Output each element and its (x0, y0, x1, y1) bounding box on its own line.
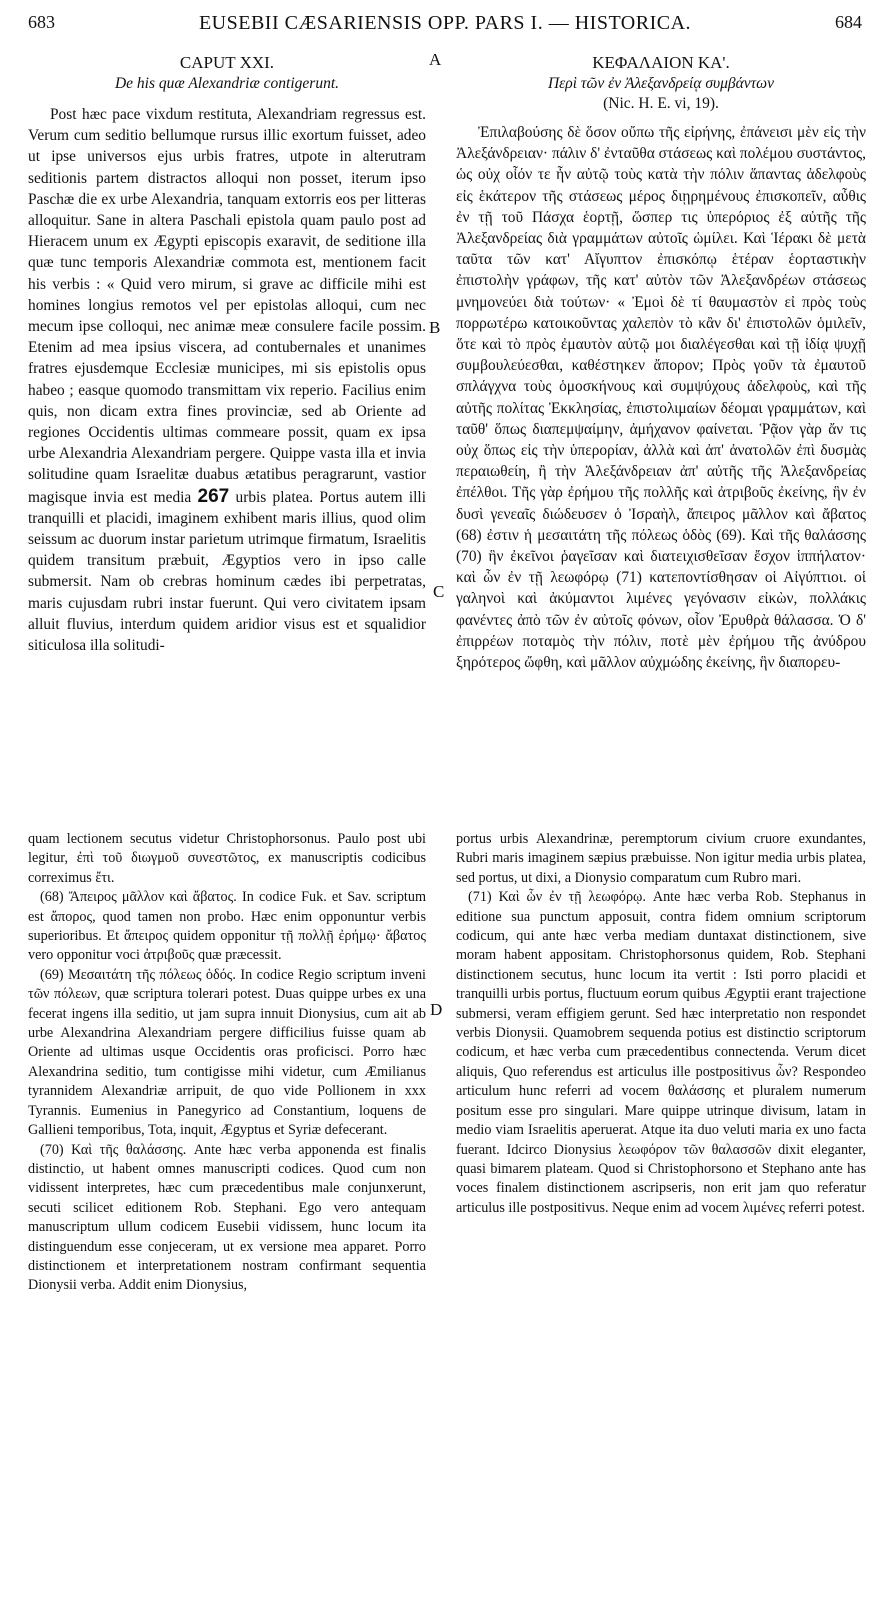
footnote-68: (68) Ἄπειρος μᾶλλον καὶ ἄβατος. In codice Fuk. et Sav. scriptum est ἄπορος, quod tamen non probo. Hæc enim opponuntur verbis superioribus. Et ἄπειρος quidem opponitur τῇ πολλῇ ἐρήμῳ· ἄβατος vero opponitur voci ἀτριβοῦς quæ præcessit. (28, 889, 426, 964)
page-number-left: 683 (28, 12, 55, 32)
footnote-70: (70) Καὶ τῆς θαλάσσης. Ante hæc verba apponenda est finalis distinctio, ut habent omnes manuscripti codices. Quod cum non vidissent interpretes, hæc cum præcedentibus male conjunxerunt, secuti scilicet editionem Rob. Stephani. Ego vero antequam manuscriptum ullum codicem Eusebii vidissem, hunc locum ita distinguendum esse conjeceram, ut ex versione mea apparet. Porro distinctionem et interpretationem nostram confirmant sequentia Dionysii verba. Addit enim Dionysius, (28, 1141, 426, 1294)
page-number-right: 684 (835, 12, 862, 32)
greek-chapter-source: (Nic. H. E. vi, 19). (603, 95, 719, 112)
greek-text-column (456, 52, 866, 673)
latin-text-column (28, 52, 426, 656)
running-title: EUSEBII CÆSARIENSIS OPP. PARS I. — HISTORICA. (198, 12, 692, 34)
latin-body-part-1: Post hæc pace vixdum restituta, Alexandriam regressus est. Verum cum seditio bellumque rursus illic exortum fuisset, adeo ut ipse universos ejus urbis fratres, utpote in alterutram seditionis partem distractos alloqui non posset, iterum ipso Paschæ die ex urbe Alexandria, tanquam extorris eos per litteras alloquitur. Sane in altera Paschali epistola quam paulo post ad Hieracem unum ex Ægypti episcopis exaravit, de seditione illa quæ tunc temporis Alexandriæ commota est, mentionem facit his verbis : « Quid vero mirum, si grave ac difficile mihi est homines longius remotos vel per epistolas alloqui, cum nec mecum ipse colloqui, nec animæ meæ consulere facile possim. Etenim ad mea ipsius viscera, ad contubernales et unanimes fratres ejusdemque Ecclesiæ municipes, mi sis epistolis opus habeo ; easque quomodo transmittam vix reperio. Facilius enim quis, non dicam extra fines provinciæ, sed ab Oriente ad regiones Occidentis ultimas commeare possit, quam ex ipsa urbe Alexandria Alexandriam pergere. Quippe vasta illa et invia solitudine quam Israelitæ duabus ætatibus peragrarunt, vastior magisque invia est media (28, 106, 426, 506)
footnotes-right-column (456, 830, 866, 1218)
latin-body-part-2: urbis platea. Portus autem illi tranquilli et placidi, imaginem exhibent maris illius, quod olim seissum ac duorum instar parietum utrimque firmatum, Israelitis quidem transitum præbuit, Ægyptios vero in ipso calle submersit. Nam ob crebras hominum cædes ibi perpetratas, maris cujusdam rubri instar fuerunt. Qui vero civitatem ipsam alluit fluvius, interdum quidem aridior visus est et squalidior siticulosa illa solitudi- (28, 488, 426, 655)
margin-marker-b: B (429, 318, 441, 337)
margin-marker-a: A (429, 50, 442, 69)
latin-chapter-title: CAPUT XXI. (179, 53, 275, 72)
greek-body: Ἐπιλαβούσης δὲ ὅσον οὔπω τῆς εἰρήνης, ἐπάνεισι μὲν εἰς τὴν Ἀλεξάνδρειαν· πάλιν δ' ἐνταῦθα στάσεως καὶ πολέμου συστάντος, ὡς οὐχ οἷόν τε ἦν αὐτῷ τοὺς κατὰ τὴν πόλιν ἅπαντας ἀδελφοὺς εἰς ἑκάτερον τῆς στάσεως μέρος διῃρημένους ἐπισκοπεῖν, αὖθις ἐν τῇ τοῦ Πάσχα ἑορτῇ, ὥσπερ τις ὑπερόριος ἐξ αὐτῆς τῆς Ἀλεξανδρείας διὰ γραμμάτων αὐτοῖς ὡμίλει. Καὶ Ἱέρακι δὲ μετὰ ταῦτα τῶν κατ' Αἴγυπτον ἐπισκόπῳ ἑτέραν ἑορταστικὴν ἐπιστολὴν γράφων, τῆς κατ' αὐτὸν τῶν Ἀλεξανδρέων στάσεως μνημονεύει διὰ τούτων· « Ἐμοὶ δὲ τί θαυμαστὸν εἰ πρὸς τοὺς πορρωτέρω κατοικοῦντας χαλεπὸν τὸ κἂν δι' ἐπιστολῶν ὁμιλεῖν, ὅτε καὶ τὸ πρὸς ἐμαυτὸν αὐτῷ μοι διαλέγεσθαι καὶ τῇ ἰδίᾳ ψυχῇ συμβουλεύεσθαι, καθέστηκεν ἄπορον; Πρὸς γοῦν τὰ ἐμαυτοῦ σπλάγχνα τοὺς ὁμοσκήνους καὶ συμψύχους ἀδελφοὺς, καὶ τῆς αὐτῆς πολίτας Ἐκκλησίας, ἐπιστολιμαίων δέομαι γραμμάτων, καὶ ταῦθ' ὅπως διαπεμψαίμην, ἀμήχανον φαίνεται. Ῥᾷον γὰρ ἄν τις οὐχ ὅπως εἰς τὴν ὑπερορίαν, ἀλλὰ καὶ ἀπ' ἀνατολῶν ἐπὶ δυσμὰς περαιωθείη, ἢ τὴν Ἀλεξάνδρειαν ἀπ' αὐτῆς τῆς Ἀλεξανδρείας ἐπέλθοι. Τῆς γὰρ ἐρήμου τῆς πολλῆς καὶ ἀτριβοῦς ἐκείνης, ἣν ἐν δυσὶ γενεαῖς διώδευσεν ὁ Ἰσραὴλ, ἄπειρος μᾶλλον καὶ ἄβατος (68) ἐστιν ἡ μεσαιτάτη τῆς πόλεως ὁδὸς (69). Καὶ τῆς θαλάσσης (70) ἣν ἐκεῖνοι ῥαγεῖσαν καὶ διατειχισθεῖσαν ἔσχον ἱππήλατον· καὶ ὧν ἐν τῇ λεωφόρῳ (71) κατεποντίσθησαν οἱ Αἰγύπτιοι. οἱ γαληνοὶ καὶ ἀκύμαντοι λιμένες γεγόνασιν εἰκὼν, πολλάκις φανέντες ἀπὸ τῶν ἐν αὐτοῖς φόνων, οἷον Ἐρυθρὰ θάλασσα. Ὁ δ' ἐπιρρέων ποταμὸς τὴν πόλιν, ποτὲ μὲν ἐρήμου τῆς ἀνύδρου ξηρότερος ὤφθη, καὶ μᾶλλον αὐχμώδης ἐκείνης, ἣν διαπορευ- (456, 124, 866, 672)
page-marker-267: 267 (197, 485, 230, 507)
footnote-70-continuation: portus urbis Alexandrinæ, peremptorum civium cruore exundantes, Rubri maris imaginem sæpius præbuisse. Non igitur media urbis platea, sed portus, ut dixi, a Dionysio comparatum cum Rubro mari. (456, 831, 866, 886)
latin-body (28, 104, 426, 656)
greek-chapter-title: ΚΕΦΑΛΑΙΟΝ ΚΑ'. (592, 53, 730, 72)
margin-marker-d: D (430, 1000, 443, 1019)
margin-marker-c: C (433, 582, 445, 601)
footnote-71: (71) Καὶ ὧν ἐν τῇ λεωφόρῳ. Ante hæc verba Rob. Stephanus in editione sua punctum apposuit, contra fidem omnium scriptorum codicum, qui ante hæc verba mediam duntaxat distinctionem, sive moram habent appositam. Christophorsonus quidem, Rob. Stephani distinctionem secutus, hunc locum ita vertit : Isti porro placidi et tranquilli urbis portus, fluctuum eorum quibus Ægyptii erant trajectione submersi, veram effigiem gerunt. Sed hæc interpretatio non respondet verbis Dionysii. Quamobrem sequenda potius est distinctio scriptorum codicum, et hæc verba cum præcedentibus connectenda. Verum dicet aliquis, Quo referendus est articulus ille postpositivus ὧν? Respondeo articulum hunc referri ad vocem θαλάσσης et pluralem numerum positum esse pro singulari. Mare quippe utrinque divisum, latam in medio viam Israelitis aperuerat. Atque ita duo veluti maria ex uno facta fuerant. Idcirco Dionysius λεωφόρον τῶν θαλασσῶν dixit eleganter, quasi bimarem plateam. Quod si Christophorsono et Stephano ante has voces finalem distinctionem ascripseris, non erit jam quo referatur articulus ille postpositivus. Neque enim ad vocem λιμένες referri potest. (456, 889, 866, 1216)
footnote-continuation: quam lectionem secutus videtur Christophorsonus. Paulo post ubi legitur, ἐπὶ τοῦ διωγμοῦ συνεστῶτος, ex manuscriptis codicibus correximus ἔτι. (28, 831, 426, 886)
running-header (28, 12, 862, 40)
footnotes-left-column (28, 830, 426, 1296)
greek-chapter-subtitle: Περὶ τῶν ἐν Ἀλεξανδρείᾳ συμβάντων (547, 75, 775, 92)
footnote-69: (69) Μεσαιτάτη τῆς πόλεως ὁδός. In codice Regio scriptum inveni τῶν πόλεων, quæ scriptura tolerari potest. Duas quippe urbes ex una fecerat ingens illa seditio, ut jam supra innuit Dionysius, cum ait ab urbe Alexandrina Alexandriam pergere difficilius fuisse quam ab Oriente ad ultimas usque Occidentis oras proficisci. Porro hæc Alexandrina seditio, tum contigisse mihi videtur, cum Æmilianus tyrannidem Alexandriæ arripuit, de quo vide Pollionem in xxx Tyrannis. Eumenius in Panegyrico ad Constantium, loquens de Gallieni temporibus, Tota, inquit, Ægyptus et Syriæ defecerant. (28, 966, 426, 1139)
latin-chapter-subtitle: De his quæ Alexandriæ contigerunt. (114, 75, 340, 92)
